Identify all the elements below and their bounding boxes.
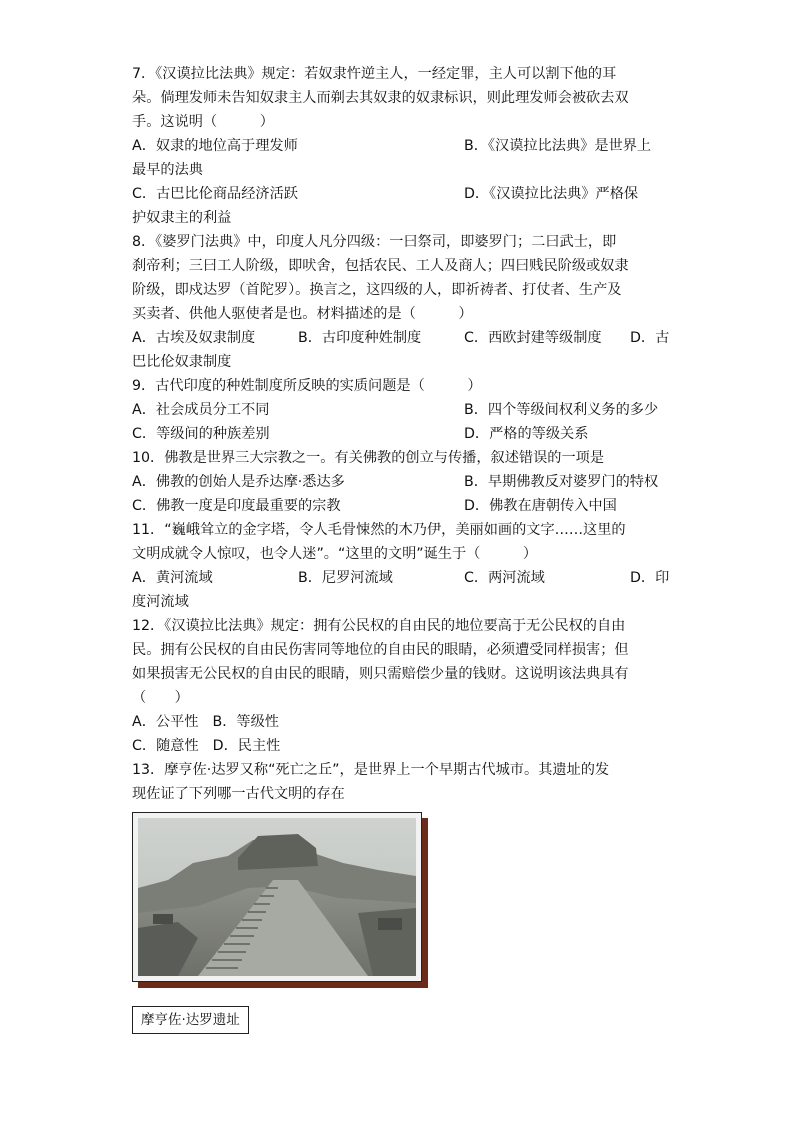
options-row [132,182,677,206]
answer-option: B．等级性 [212,714,279,730]
question-stem-line: 朵。倘理发师未告知奴隶主人而剃去其奴隶的奴隶标识，则此理发师会被砍去双 [132,90,629,106]
answer-option: C．佛教一度是印度最重要的宗教 [132,498,341,514]
options-row [132,206,677,230]
question-9 [132,374,677,446]
question-stem-line: 如果损害无公民权的自由民的眼睛，则只需赔偿少量的钱财。这说明该法典具有 [132,666,629,682]
ruins-photo [138,818,416,976]
options-row [132,398,677,422]
answer-option: A．奴隶的地位高于理发师 [132,138,298,154]
question-stem-line: 7．《汉谟拉比法典》规定：若奴隶忤逆主人，一经定罪，主人可以割下他的耳 [132,66,617,82]
site-figure [132,812,432,992]
question-stem-line: 13．摩亨佐·达罗又称“死亡之丘”，是世界上一个早期古代城市。其遗址的发 [132,762,610,778]
answer-option: 巴比伦奴隶制度 [132,354,232,370]
answer-option [298,590,464,614]
options-row [132,326,677,350]
question-stem-line: 民。拥有公民权的自由民伤害同等地位的自由民的眼睛，必须遭受同样损害；但 [132,642,629,658]
answer-option [464,158,677,182]
question-11 [132,518,677,614]
figure-caption: 摩亨佐·达罗遗址 [132,1006,249,1034]
question-stem-line: 11．“巍峨耸立的金字塔，令人毛骨悚然的木乃伊，美丽如画的文字……这里的 [132,522,626,538]
options-row [132,350,677,374]
question-10 [132,446,677,518]
ruins-illustration [138,818,416,976]
question-stem-line: 10．佛教是世界三大宗教之一。有关佛教的创立与传播，叙述错误的一项是 [132,450,605,466]
question-stem-line: 8．《婆罗门法典》中，印度人凡分四级：一曰祭司，即婆罗门；二曰武士，即 [132,234,617,250]
answer-option: D．民主性 [212,738,281,754]
options-row [132,494,677,518]
answer-option: 最早的法典 [132,162,203,178]
question-stem-line: 12．《汉谟拉比法典》规定：拥有公民权的自由民的地位要高于无公民权的自由 [132,618,626,634]
question-12 [132,614,677,758]
answer-option: D．印 [630,570,670,586]
question-list [132,62,677,806]
answer-option: 护奴隶主的利益 [132,210,232,226]
answer-option [298,350,464,374]
options-row [132,158,677,182]
answer-option: A．黄河流域 [132,570,213,586]
answer-option [464,206,677,230]
question-stem-line: 文明成就令人惊叹，也令人迷”。“这里的文明”诞生于（ ） [132,546,538,562]
answer-option: D．佛教在唐朝传入中国 [464,498,617,514]
question-stem-line: 手。这说明（ ） [132,114,274,130]
answer-option: A．公平性 [132,714,199,730]
options-row [132,422,677,446]
question-stem-line: 买卖者、供他人驱使者是也。材料描述的是（ ） [132,306,473,322]
answer-option: D．《汉谟拉比法典》严格保 [464,186,639,202]
answer-option: A．佛教的创始人是乔达摩·悉达多 [132,474,345,490]
exam-page [132,62,677,1034]
options-row [132,734,677,758]
photo-frame [132,812,422,982]
answer-option: C．两河流域 [464,570,545,586]
answer-option: C．古巴比伦商品经济活跃 [132,186,298,202]
question-stem-line: 阶级，即戍达罗（首陀罗）。换言之，这四级的人，即祈祷者、打仗者、生产及 [132,282,622,298]
question-stem-line: 刹帝利；三曰工人阶级，即吠舍，包括农民、工人及商人；四曰贱民阶级或奴隶 [132,258,629,274]
options-row [132,134,677,158]
answer-option: D．古 [630,330,670,346]
answer-option: C．西欧封建等级制度 [464,330,602,346]
question-stem-line: 9．古代印度的种姓制度所反映的实质问题是（ ） [132,378,482,394]
question-7 [132,62,677,230]
answer-option: 度河流域 [132,594,189,610]
answer-option: D．严格的等级关系 [464,426,589,442]
options-row [132,566,677,590]
answer-option: C．等级间的种族差别 [132,426,270,442]
answer-option: B．早期佛教反对婆罗门的特权 [464,474,659,490]
answer-option [464,590,630,614]
answer-option: B．《汉谟拉比法典》是世界上 [464,138,652,154]
answer-option: C．随意性 [132,738,199,754]
answer-option [630,350,677,374]
answer-option [464,350,630,374]
question-stem-line: （ ） [132,690,189,706]
answer-option: B．四个等级间权利义务的多少 [464,402,659,418]
answer-option [630,590,677,614]
options-row [132,710,677,734]
answer-option: A．社会成员分工不同 [132,402,270,418]
answer-option: B．古印度种姓制度 [298,330,422,346]
question-8 [132,230,677,374]
options-row [132,590,677,614]
question-stem-line: 现佐证了下列哪一古代文明的存在 [132,786,345,802]
answer-option: A．古埃及奴隶制度 [132,330,256,346]
question-13 [132,758,677,806]
answer-option: B．尼罗河流域 [298,570,393,586]
options-row [132,470,677,494]
